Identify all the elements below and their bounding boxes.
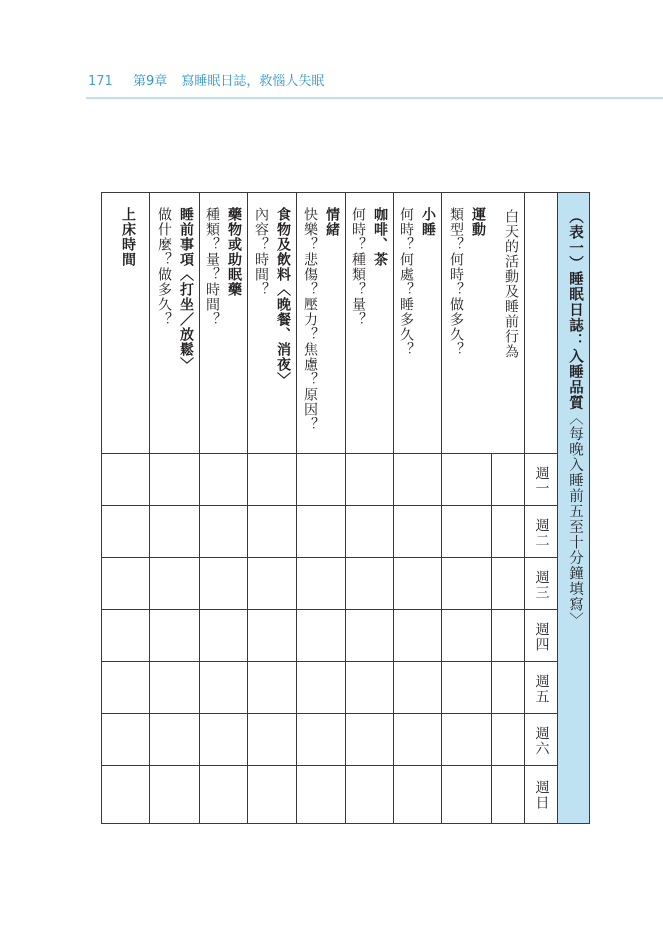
grid-line bbox=[296, 193, 297, 823]
table-subtitle: 〈每晚入睡前五至十分鐘填寫〉 bbox=[567, 410, 583, 628]
grid-line bbox=[199, 193, 200, 823]
row-bedtime bbox=[102, 193, 150, 823]
header-rule bbox=[86, 97, 663, 99]
day-label: 週三 bbox=[533, 570, 550, 600]
row-label: 睡前事項〈打坐／放鬆〉 bbox=[178, 207, 194, 372]
row-medication bbox=[200, 193, 248, 823]
grid-line bbox=[102, 765, 557, 766]
row-detail: 種類？量？時間？ bbox=[204, 207, 220, 327]
row-detail: 何時？種類？量？ bbox=[350, 207, 366, 327]
table-title: （表一）睡眠日誌：入睡品質 bbox=[567, 209, 583, 411]
sleep-diary-table bbox=[101, 192, 590, 824]
day-label: 週日 bbox=[533, 780, 550, 810]
row-bedtime-activity bbox=[150, 193, 200, 823]
row-detail: 何時？何處？睡多久？ bbox=[398, 207, 414, 357]
row-label: 小睡 bbox=[420, 207, 436, 237]
row-label: 藥物或助眠藥 bbox=[226, 207, 242, 297]
day-label: 週二 bbox=[533, 518, 550, 548]
row-label: 運動 bbox=[470, 207, 486, 237]
row-label: 情緒 bbox=[324, 207, 340, 237]
grid-line bbox=[247, 193, 248, 823]
grid-line bbox=[102, 661, 557, 662]
grid-line bbox=[102, 557, 557, 558]
section-label: 白天的活動及睡前行為 bbox=[503, 209, 519, 359]
page-number: 171 bbox=[88, 74, 113, 89]
grid-line bbox=[345, 193, 346, 823]
row-food-drink bbox=[248, 193, 297, 823]
section-label-column bbox=[492, 193, 525, 823]
row-label: 上床時間 bbox=[120, 207, 136, 267]
grid-line bbox=[102, 713, 557, 714]
chapter-number: 第9章 bbox=[132, 74, 168, 89]
row-exercise bbox=[442, 193, 492, 823]
day-label: 週四 bbox=[533, 622, 550, 652]
row-detail: 類型？何時？做多久？ bbox=[448, 207, 464, 357]
day-label: 週一 bbox=[533, 466, 550, 496]
row-mood bbox=[297, 193, 346, 823]
grid-line bbox=[102, 453, 557, 454]
grid-line bbox=[393, 193, 394, 823]
grid-line bbox=[149, 193, 150, 823]
row-detail: 做什麼？做多久？ bbox=[156, 207, 172, 327]
chapter-title: 寫睡眠日誌，救惱人失眠 bbox=[181, 74, 325, 89]
grid-line bbox=[491, 453, 492, 823]
grid-line bbox=[102, 609, 557, 610]
row-label: 咖啡、茶 bbox=[372, 207, 388, 267]
row-detail: 內容？時間？ bbox=[253, 207, 269, 297]
grid-line bbox=[524, 193, 525, 823]
grid-line bbox=[557, 193, 558, 823]
table-title-column bbox=[558, 193, 589, 823]
row-label: 食物及飲料〈晚餐、消夜〉 bbox=[275, 207, 291, 387]
row-nap bbox=[394, 193, 442, 823]
grid-line bbox=[441, 193, 442, 823]
day-label: 週六 bbox=[533, 726, 550, 756]
grid-line bbox=[102, 505, 557, 506]
day-header-column bbox=[525, 193, 558, 823]
row-coffee-tea bbox=[346, 193, 394, 823]
running-header bbox=[88, 70, 324, 89]
day-label: 週五 bbox=[533, 674, 550, 704]
row-detail: 快樂？悲傷？壓力？焦慮？原因？ bbox=[302, 207, 318, 432]
